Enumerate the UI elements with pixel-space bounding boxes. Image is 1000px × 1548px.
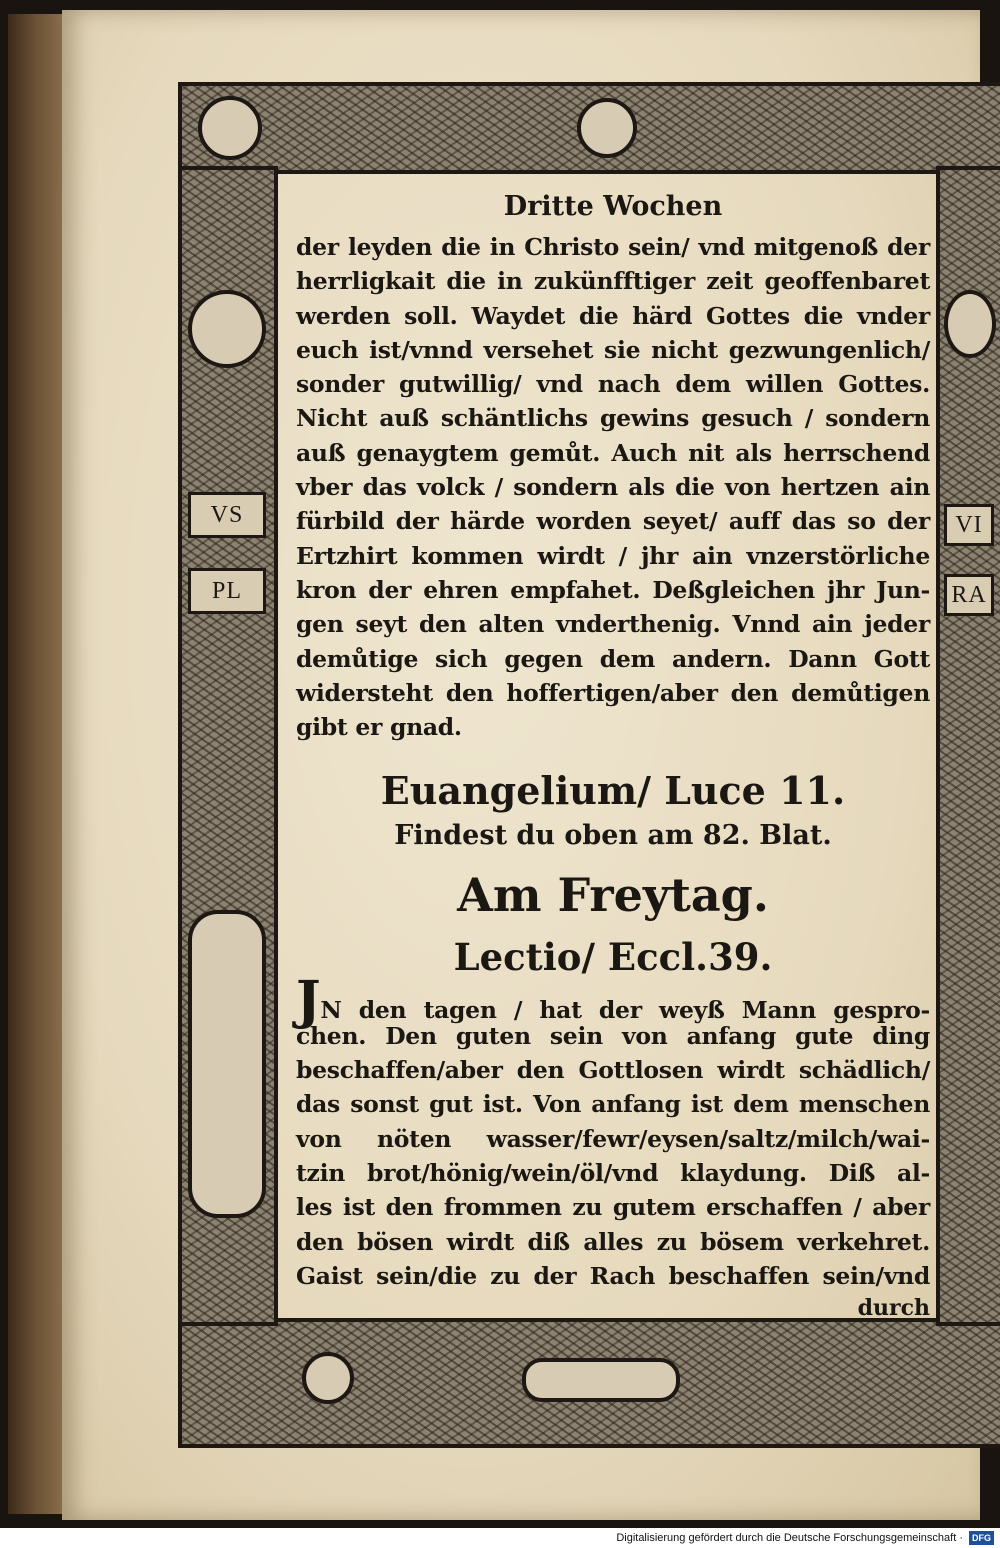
text-line: gibt er gnad.	[296, 713, 462, 742]
reading-1	[296, 230, 930, 744]
text-line: gen seyt den alten vnderthenig. Vnnd ain jeder	[296, 610, 930, 639]
text-line-content: von nöten wasser/fewr/eysen/saltz/milch/wai-	[296, 1124, 930, 1153]
footer-credit: Digitalisierung gefördert durch die Deutsche Forschungsgemeinschaft ·	[616, 1532, 963, 1544]
text-line	[296, 1259, 930, 1293]
catchword: durch	[857, 1295, 930, 1322]
text-line	[296, 1122, 930, 1156]
running-header: Dritte Wochen	[503, 191, 723, 222]
drop-cap: J	[296, 970, 321, 1032]
border-figure-panel	[188, 910, 266, 1218]
text-line	[296, 1053, 930, 1087]
woodcut-border-right	[936, 166, 1000, 1326]
text-line	[296, 970, 930, 1032]
border-shield-ra: RA	[944, 574, 994, 616]
text-line-content: N den tagen / hat der weyß Mann gespro-	[320, 996, 930, 1025]
reading-2	[296, 970, 930, 1293]
text-line-content: chen. Den guten sein von anfang gute ding	[296, 1021, 930, 1050]
text-line: euch ist/vnnd versehet sie nicht gezwungenlich/	[296, 335, 930, 364]
text-line: widersteht den hoffertigen/aber den demůtigen	[296, 678, 930, 707]
text-line-content: das sonst gut ist. Von anfang ist dem menschen	[296, 1090, 930, 1119]
woodcut-border-bottom	[178, 1318, 1000, 1448]
lectio-heading: Lectio/ Eccl.39.	[453, 935, 773, 980]
text-line	[296, 1156, 930, 1190]
text-line: demůtige sich gegen dem andern. Dann Gott	[296, 644, 930, 673]
border-scroll-ornament	[302, 1352, 354, 1404]
day-heading: Am Freytag.	[457, 868, 769, 923]
dfg-logo-icon: DFG	[969, 1531, 994, 1545]
woodcut-border-left	[178, 166, 278, 1326]
border-orb-ornament	[944, 290, 996, 358]
text-line-content: Gaist sein/die zu der Rach beschaffen sein/vnd	[296, 1261, 930, 1290]
text-line-content: den bösen wirdt diß alles zu bösem verkehret.	[296, 1227, 930, 1256]
border-medallion-face	[577, 98, 637, 158]
border-orb-ornament	[188, 290, 266, 368]
text-line: herrligkait die in zukünfftiger zeit geoffenbaret	[296, 267, 930, 296]
text-line: fürbild der härde worden seyet/ auff das so der	[296, 507, 930, 536]
text-line	[296, 1019, 930, 1053]
border-scroll-ornament	[198, 96, 262, 160]
text-line	[296, 1087, 930, 1121]
text-line-content: les ist den frommen zu gutem erschaffen / aber	[296, 1193, 930, 1222]
gospel-heading: Euangelium/ Luce 11.	[380, 768, 846, 814]
text-line-content: tzin brot/hönig/wein/öl/vnd klaydung. Diß al-	[296, 1158, 930, 1187]
text-line: auß genaygtem gemůt. Auch nit als herrschend	[296, 438, 930, 467]
text-line: Ertzhirt kommen wirdt / jhr ain vnzerstörliche	[296, 541, 930, 570]
text-line-content: beschaffen/aber den Gottlosen wirdt schädlich/	[296, 1056, 930, 1085]
text-line: kron der ehren empfahet. Deßgleichen jhr Jun-	[296, 575, 930, 604]
border-shield-pl: PL	[188, 568, 266, 614]
text-line: Nicht auß schäntlichs gewins gesuch / sondern	[296, 404, 930, 433]
text-line: sonder gutwillig/ vnd nach dem willen Gottes.	[296, 370, 930, 399]
digitization-footer	[0, 1528, 1000, 1548]
border-shield-vs: VS	[188, 492, 266, 538]
text-line	[296, 1225, 930, 1259]
border-shield-vi: VI	[944, 504, 994, 546]
text-line: werden soll. Waydet die härd Gottes die vnder	[296, 301, 930, 330]
text-line: vber das volck / sondern als die von hertzen ain	[296, 473, 930, 502]
page-text	[296, 184, 930, 1322]
woodcut-border-top	[178, 82, 1000, 174]
border-cartouche	[522, 1358, 680, 1402]
text-line	[296, 1190, 930, 1224]
text-line: der leyden die in Christo sein/ vnd mitgenoß der	[296, 233, 930, 261]
gospel-reference: Findest du oben am 82. Blat.	[394, 820, 832, 852]
